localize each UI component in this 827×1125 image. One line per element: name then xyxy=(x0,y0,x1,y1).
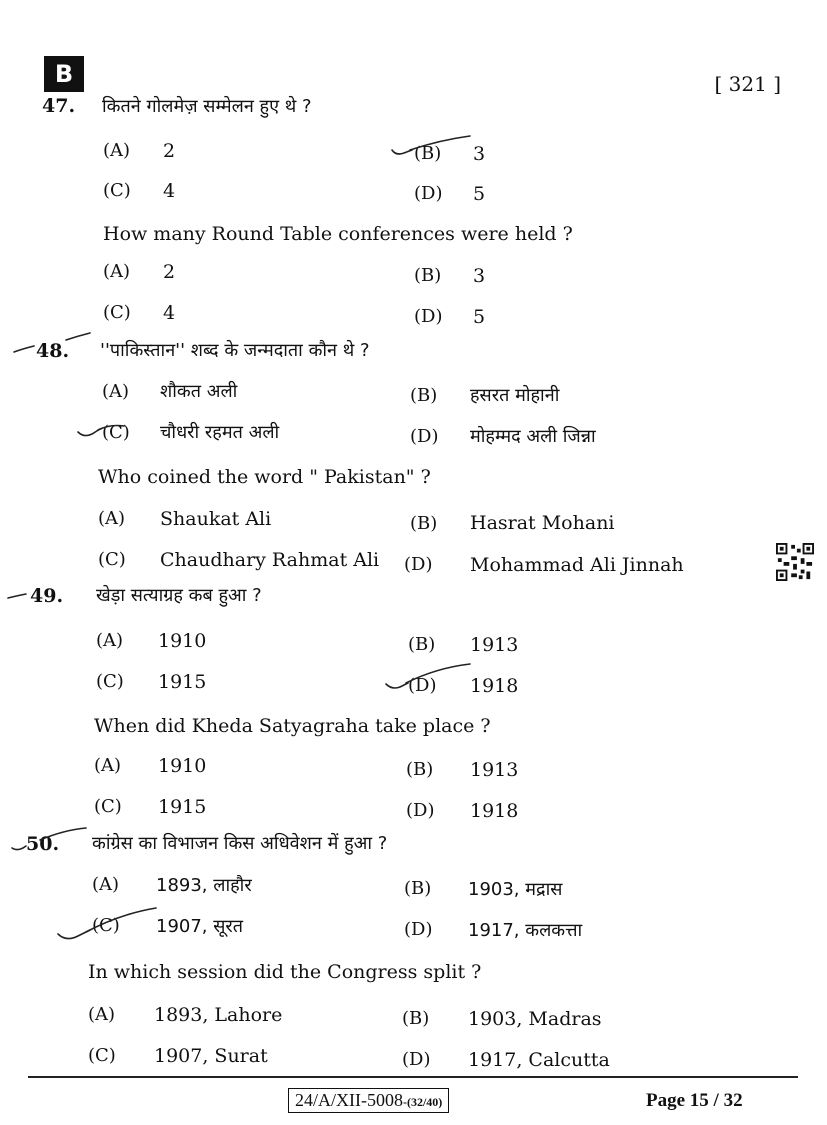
option-text: 1910 xyxy=(158,630,207,652)
option-label: (D) xyxy=(408,675,437,696)
option-label: (A) xyxy=(96,630,124,651)
option-label: (B) xyxy=(414,143,442,164)
option-text: 1913 xyxy=(470,759,519,781)
question-number: 49. xyxy=(30,585,64,607)
option-label: (D) xyxy=(404,919,433,940)
option-label: (A) xyxy=(94,755,122,776)
option-text: शौकत अली xyxy=(160,381,238,402)
option-text: 5 xyxy=(473,306,486,328)
question-text-english: In which session did the Congress split ? xyxy=(88,961,482,983)
question-text-english: When did Kheda Satyagraha take place ? xyxy=(94,715,491,737)
option-label: (A) xyxy=(103,261,131,282)
option-text: 1918 xyxy=(470,675,519,697)
series-badge: B xyxy=(44,56,84,92)
option-text: 1915 xyxy=(158,671,207,693)
footer-divider xyxy=(28,1076,798,1078)
option-label: (B) xyxy=(410,513,438,534)
option-label: (D) xyxy=(414,183,443,204)
option-text: हसरत मोहानी xyxy=(470,385,560,406)
option-label: (C) xyxy=(94,796,122,817)
option-text: 3 xyxy=(473,265,486,287)
option-label: (C) xyxy=(96,671,124,692)
question-text-hindi: कांग्रेस का विभाजन किस अधिवेशन में हुआ ? xyxy=(92,833,388,854)
option-label: (C) xyxy=(102,422,130,443)
question-text-hindi: कितने गोलमेज़ सम्मेलन हुए थे ? xyxy=(102,96,312,117)
option-label: (B) xyxy=(406,759,434,780)
option-text: 1917, कलकत्ता xyxy=(468,920,583,941)
option-text: 2 xyxy=(163,261,176,283)
option-text: 1917, Calcutta xyxy=(468,1049,610,1071)
option-text: 1893, लाहौर xyxy=(156,875,252,896)
option-text: 1907, Surat xyxy=(154,1045,268,1067)
option-label: (C) xyxy=(98,549,126,570)
option-text: 3 xyxy=(473,143,486,165)
option-text: Hasrat Mohani xyxy=(470,512,615,534)
option-label: (D) xyxy=(402,1049,431,1070)
option-label: (B) xyxy=(408,634,436,655)
option-text: 1915 xyxy=(158,796,207,818)
paper-code xyxy=(288,1088,449,1113)
question-number: 50. xyxy=(26,833,60,855)
option-label: (A) xyxy=(103,140,131,161)
option-text: मोहम्मद अली जिन्ना xyxy=(470,426,596,447)
option-text: 1907, सूरत xyxy=(156,916,244,937)
option-label: (B) xyxy=(414,265,442,286)
option-text: 1913 xyxy=(470,634,519,656)
option-label: (A) xyxy=(98,508,126,529)
option-label: (C) xyxy=(92,915,120,936)
option-text: Shaukat Ali xyxy=(160,508,272,530)
option-label: (C) xyxy=(103,180,131,201)
question-text-english: How many Round Table conferences were held ? xyxy=(103,223,573,245)
option-text: 5 xyxy=(473,183,486,205)
qr-code-icon xyxy=(776,543,814,581)
option-label: (B) xyxy=(410,385,438,406)
option-text: Chaudhary Rahmat Ali xyxy=(160,549,380,571)
page-number: Page 15 / 32 xyxy=(646,1090,743,1111)
option-text: 2 xyxy=(163,140,176,162)
option-label: (C) xyxy=(103,302,131,323)
option-text: 1910 xyxy=(158,755,207,777)
option-label: (D) xyxy=(410,426,439,447)
option-text: Mohammad Ali Jinnah xyxy=(470,554,684,576)
option-text: 1903, मद्रास xyxy=(468,879,563,900)
option-label: (D) xyxy=(414,306,443,327)
option-text: 4 xyxy=(163,302,176,324)
question-number: 47. xyxy=(42,95,76,117)
option-label: (D) xyxy=(406,800,435,821)
option-label: (A) xyxy=(88,1004,116,1025)
paper-code-suffix: -(32/40) xyxy=(402,1095,443,1109)
option-text: 4 xyxy=(163,180,176,202)
option-label: (A) xyxy=(92,874,120,895)
option-label: (B) xyxy=(404,878,432,899)
option-label: (C) xyxy=(88,1045,116,1066)
option-label: (D) xyxy=(404,554,433,575)
option-text: 1903, Madras xyxy=(468,1008,602,1030)
question-text-hindi: खेड़ा सत्याग्रह कब हुआ ? xyxy=(96,585,262,606)
question-text-english: Who coined the word " Pakistan" ? xyxy=(98,466,431,488)
paper-code-text: 24/A/XII-5008 xyxy=(295,1090,403,1110)
page-code: [ 321 ] xyxy=(714,72,781,96)
question-text-hindi: ''पाकिस्तान'' शब्द के जन्मदाता कौन थे ? xyxy=(100,340,370,361)
question-number: 48. xyxy=(36,340,70,362)
option-text: 1918 xyxy=(470,800,519,822)
option-text: चौधरी रहमत अली xyxy=(160,422,280,443)
option-text: 1893, Lahore xyxy=(154,1004,283,1026)
option-label: (A) xyxy=(102,381,130,402)
option-label: (B) xyxy=(402,1008,430,1029)
